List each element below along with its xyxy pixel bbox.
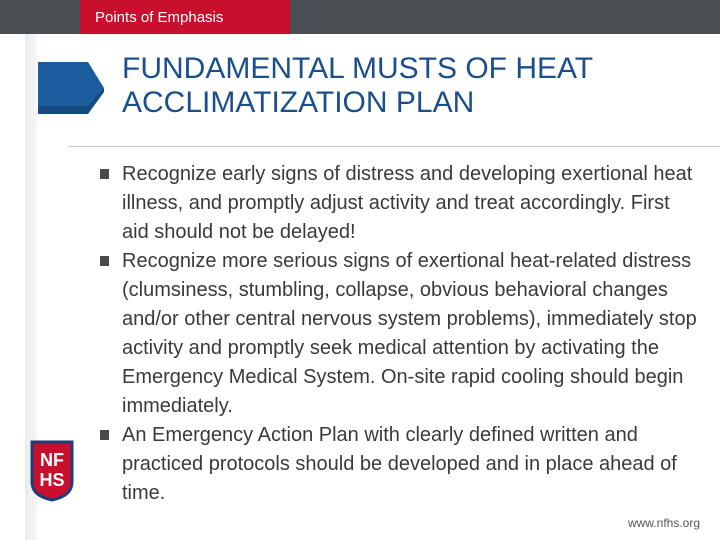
bullet-text: Recognize more serious signs of exertional heat-related distress (clumsiness, stumbling, collapse, obvious behavioral changes and/or other central nervous system problems), immediately stop activity and promptly seek medical attention by activating the Emergency Medical System. On-site rapid cooling should begin immediately. xyxy=(122,250,697,417)
bullet-text: An Emergency Action Plan with clearly defined written and practiced protocols should be developed and in place ahead of time. xyxy=(122,424,677,504)
logo-text-bottom: HS xyxy=(39,470,65,490)
square-bullet-icon xyxy=(100,256,109,266)
bullet-list xyxy=(100,160,700,508)
bullet-item xyxy=(100,160,700,247)
section-label: Points of Emphasis xyxy=(95,9,224,26)
nfhs-logo-icon xyxy=(30,440,74,502)
logo-text-top: NF xyxy=(40,450,64,470)
title-divider xyxy=(68,146,720,147)
footer-url[interactable]: www.nfhs.org xyxy=(627,516,700,530)
bullet-text: Recognize early signs of distress and developing exertional heat illness, and promptly adjust activity and treat accordingly. First aid should not be delayed! xyxy=(122,163,693,243)
square-bullet-icon xyxy=(100,169,109,179)
square-bullet-icon xyxy=(100,430,109,440)
bullet-item xyxy=(100,421,700,508)
header-bar xyxy=(0,0,720,34)
bullet-item xyxy=(100,247,700,421)
pentagon-arrow-marker-icon xyxy=(38,62,104,114)
slide-title: FUNDAMENTAL MUSTS OF HEAT ACCLIMATIZATION PLAN xyxy=(122,52,593,119)
